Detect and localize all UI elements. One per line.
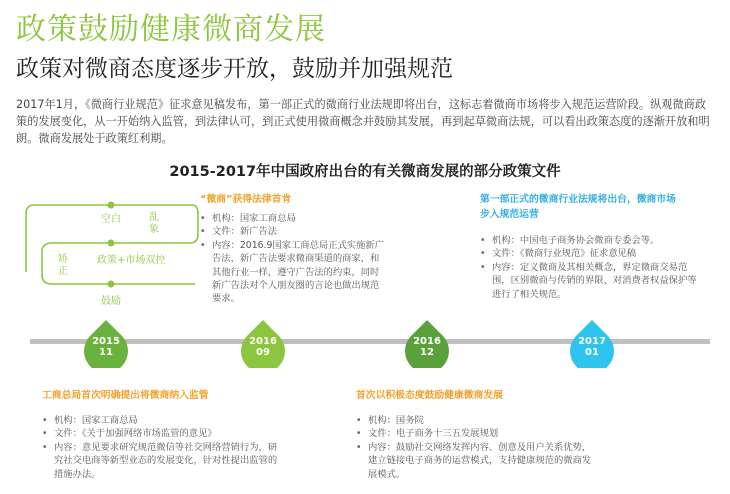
cycle-label-dual-control: 政策+市场双控 [97,255,166,266]
pin-2016-12 [405,336,449,358]
list-item: • 内容：鼓励社交网络发挥内容、创意及用户关系优势，建立链接电子商务的运营模式，支持健康规范的微商发展模式。 [356,441,596,481]
pin-2015-11 [84,336,128,358]
list-item: • 文件：新广告法 [200,225,385,238]
page-subtitle: 政策对微商态度逐步开放，鼓励并加强规范 [16,56,453,82]
card-2016-12-list [356,414,596,481]
card-2016-09-heading: “微商”获得法律首肯 [200,194,292,205]
card-2017-heading: 第一部正式的微商行业法规将出台，微商市场步入规范运营 [480,194,676,220]
pin-year: 2016 [413,336,441,347]
pin-year: 2017 [578,336,606,347]
list-item: • 文件：电子商务十三五发展规划 [356,427,596,440]
intro-paragraph: 2017年1月，《微商行业规范》征求意见稿发布，第一部正式的微商行业法规即将出台，这标志着微商市场将步入规范运营阶段。纵观微商政策的发展变化，从一开始纳入监管，到法律认可，到正式使用微商概念并鼓励其发展，再到起草微商法规，可以看出政策态度的逐渐开放和明朗。微商发展处于政策红利期。 [16,98,710,145]
card-2016-09-list [200,212,385,306]
policy-cycle-diagram [0,180,230,310]
pin-2016-09 [241,336,285,358]
pin-month: 11 [99,347,113,358]
page-title: 政策鼓励健康微商发展 [16,12,326,47]
list-item: • 内容：定义微商及其相关概念，界定微商交易范围，区别微商与传销的界限，对消费者权益保护等进行了相关规范。 [480,261,698,301]
list-item: • 文件：《微商行业规范》征求意见稿 [480,247,698,260]
cycle-node [108,281,115,288]
list-item: • 机构：中国电子商务协会微商专委会等。 [480,234,698,247]
cycle-label-blank: 空白 [101,214,121,225]
card-2017-list [480,234,698,301]
section-title: 2015-2017年中国政府出台的有关微商发展的部分政策文件 [169,164,561,180]
list-item: • 机构：国家工商总局 [42,414,280,427]
cycle-label-chaos: 乱象 [149,212,159,235]
pin-year: 2015 [92,336,120,347]
pin-month: 12 [420,347,434,358]
cycle-label-correction: 矫正 [58,254,68,277]
card-2016-12-heading: 首次以积极态度鼓励健康微商发展 [356,390,503,401]
cycle-node [108,240,115,247]
card-2015-list [42,414,280,481]
pin-month: 01 [585,347,599,358]
card-2015-heading: 工商总局首次明确提出将微商纳入监管 [42,390,209,401]
list-item: • 内容：2016.9国家工商总局正式实施新广告法，新广告法要求微商渠道的商家，和其他行业一样，遵守广告法的约束，同时新广告法对个人朋友圈的言论也做出规范要求。 [200,239,385,306]
list-item: • 机构：国务院 [356,414,596,427]
list-item: • 文件：《关于加强网络市场监管的意见》 [42,427,280,440]
pin-2017-01 [570,336,614,358]
cycle-node [108,202,115,209]
list-item: • 内容：意见要求研究规范微信等社交网络营销行为，研究社交电商等新型业态的发展变化，针对性提出监管的措施办法。 [42,441,280,481]
cycle-label-encourage: 鼓励 [101,296,121,307]
list-item: • 机构：国家工商总局 [200,212,385,225]
cycle-path-left [26,205,34,272]
pin-month: 09 [256,347,270,358]
pin-year: 2016 [249,336,277,347]
